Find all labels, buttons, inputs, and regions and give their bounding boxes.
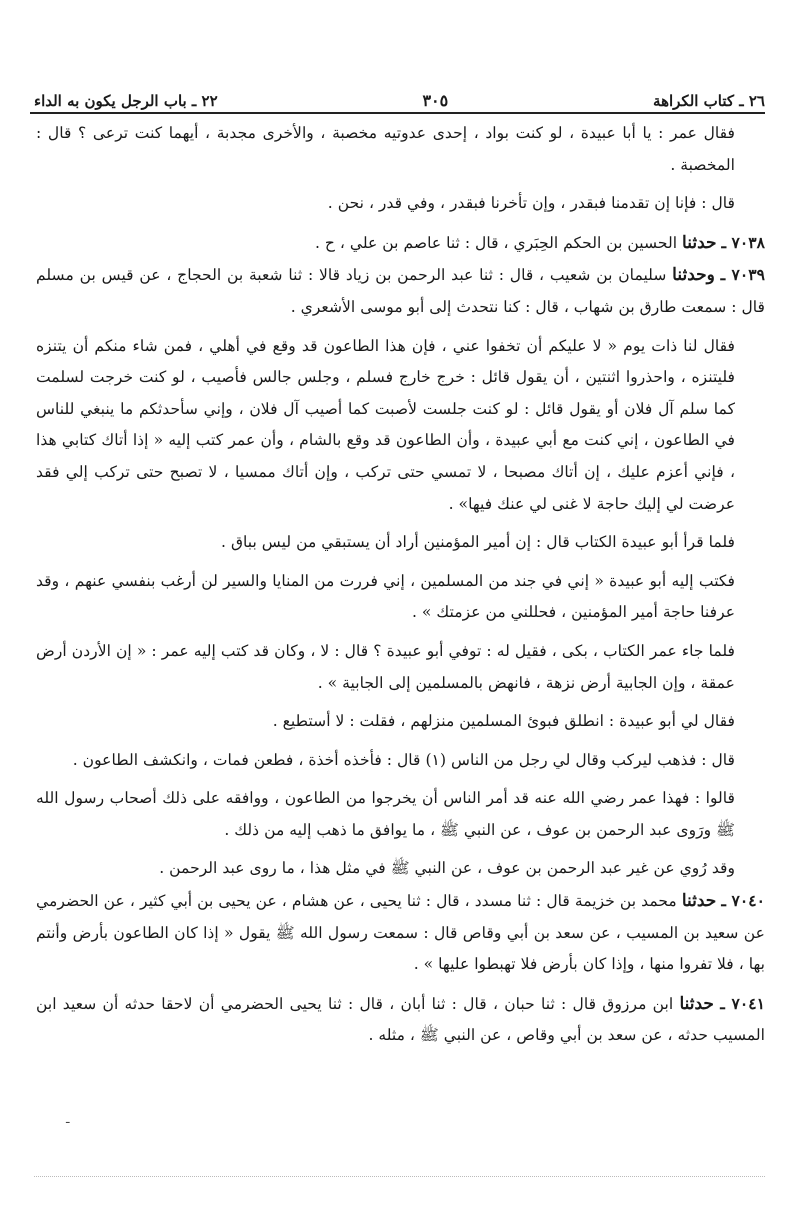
page-body: [36, 118, 765, 1052]
hadith-number: ٧٠٤٠ ـ: [721, 891, 765, 911]
hadith-keyword: حدثنا: [679, 993, 714, 1014]
header-rule: [30, 112, 765, 114]
hadith-7039: [36, 259, 765, 323]
chapter-title: ٢٢ ـ باب الرجل يكون به الداء: [34, 92, 218, 110]
hadith-number: ٧٠٣٩ ـ: [720, 265, 765, 285]
narrative-paragraph: قال : فذهب ليركب وقال لي رجل من الناس (١) قال : فأخذه أخذة ، فطعن فمات ، وانكشف الطاعون .: [72, 750, 735, 769]
narrative-paragraph: فقال لي أبو عبيدة : انطلق فبوئ المسلمين منزلهم ، فقلت : لا أستطيع .: [272, 712, 735, 731]
hadith-keyword: حدثنا: [681, 891, 717, 912]
narrative-paragraph: فلما قرأ أبو عبيدة الكتاب قال : إن أمير المؤمنين أراد أن يستبقي من ليس بباق .: [221, 533, 735, 552]
hadith-number: ٧٠٤١ ـ: [720, 993, 765, 1013]
narrative-paragraph: قالوا : فهذا عمر رضي الله عنه قد أمر الناس أن يخرجوا من الطاعون ، ووافقه على ذلك أصحاب رسول الله ﷺ ورَوى عبد الرحمن بن عوف ، عن النبي ﷺ ، ما يوافق ما ذهب إليه من ذلك .: [36, 789, 735, 839]
hadith-text: ابن مرزوق قال : ثنا حبان ، قال : ثنا أبان ، قال : ثنا يحيى الحضرمي أن لاحقا حدثه أن سعيد ابن المسيب حدثه ، عن سعد بن أبي وقاص ، عن النبي ﷺ ، مثله .: [36, 994, 765, 1045]
margin-mark: ـ: [66, 1112, 70, 1126]
book-title: ٢٦ ـ كتاب الكراهة: [653, 92, 765, 110]
hadith-text: سليمان بن شعيب ، قال : ثنا عبد الرحمن بن زياد قالا : ثنا شعبة بن الحجاج ، عن قيس بن مسلم قال : سمعت طارق بن شهاب ، قال : كنا نتحدث إلى أبو موسى الأشعري .: [36, 266, 765, 316]
narrative-paragraph: فلما جاء عمر الكتاب ، بكى ، فقيل له : توفي أبو عبيدة ؟ قال : لا ، وكان قد كتب إليه عمر : « إن الأردن أرض عمقة ، وإن الجابية أرض نزهة ، فانهض بالمسلمين إلى الجابية » .: [36, 641, 735, 692]
hadith-7038: [36, 227, 765, 260]
paragraph-qadar: قال : فإنا إن تقدمنا فبقدر ، وإن تأخرنا فبقدر ، وفي قدر ، نحن .: [327, 194, 735, 213]
paragraph-other-narration: وقد رُوي عن غير عبد الرحمن بن عوف ، عن النبي ﷺ في مثل هذا ، ما روى عبد الرحمن .: [159, 859, 735, 878]
hadith-7040: [36, 885, 765, 981]
narrative-paragraph: فكتب إليه أبو عبيدة « إني في جند من المسلمين ، إني فررت من المنايا والسير لن أرغب بنفسي عنهم ، وقد عرفنا حاجة أمير المؤمنين ، فحللني من عزمتك » .: [36, 571, 735, 622]
page-number: ٣٠٥: [422, 91, 449, 110]
paragraph-umar-question: فقال عمر : يا أبا عبيدة ، لو كنت بواد ، إحدى عدوتيه مخصبة ، والأخرى مجدبة ، أيهما كنت ترعى ؟ قال : المخصبة .: [36, 124, 735, 174]
running-header: [34, 82, 765, 110]
hadith-keyword: حدثنا: [682, 232, 717, 253]
hadith-text: الحسين بن الحكم الحِبَري ، قال : ثنا عاصم بن علي ، ح .: [314, 233, 678, 252]
bottom-dotted-rule: [34, 1176, 765, 1177]
hadith-number: ٧٠٣٨ ـ: [721, 232, 765, 252]
hadith-7041: [36, 988, 765, 1052]
narrative-paragraph: فقال لنا ذات يوم « لا عليكم أن تخفوا عني ، فإن هذا الطاعون قد وقع في أهلي ، فمن شاء منكم أن يتنزه فليتنزه ، واحذروا اثنتين ، أن يقول قائل : خرج خارج فسلم ، وجلس جالس فأصيب ، لو كنت خرجت لسلمت كما سلم آل فلان أو يقول قائل : لو كنت جلست لأصبت كما أصيب آل فلان ، وإني سأحدثكم ما ينبغي للناس في الطاعون ، إني كنت مع أبي عبيدة ، وأن الطاعون قد وقع بالشام ، وأن عمر كتب إليه « إذا أتاك كتابي هذا ، فإني أعزم عليك ، إن أتاك مصبحا ، لا تمسي حتى تركب ، وإن أتاك ممسيا ، لا تصبح حتى تركب إلي فقد عرضت لي إليك حاجة لا غنى لي عنك فيها» .: [36, 336, 735, 513]
hadith-keyword: وحدثنا: [672, 265, 715, 286]
hadith-text: محمد بن خزيمة قال : ثنا مسدد ، قال : ثنا يحيى ، عن هشام ، عن يحيى بن أبي كثير ، عن الحضرمي عن سعيد بن المسيب ، عن سعد بن أبي وقاص قال : سمعت رسول الله ﷺ يقول « إذا كان الطاعون بأرض وأنتم بها ، فلا تفروا منها ، وإذا كان بأرض فلا تهبطوا عليها » .: [36, 892, 765, 974]
